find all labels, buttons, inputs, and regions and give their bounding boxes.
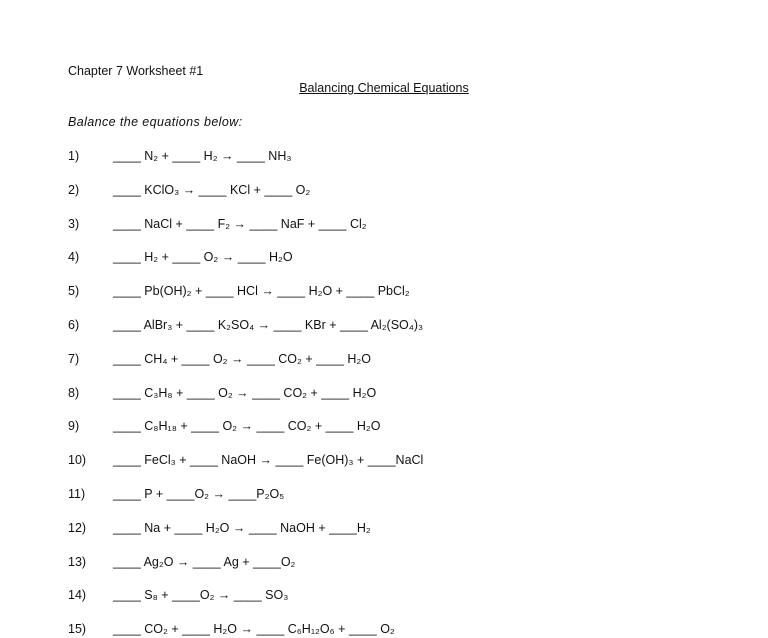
worksheet-title: Chapter 7 Worksheet #1 bbox=[68, 64, 204, 78]
worksheet-heading: Balancing Chemical Equations bbox=[299, 81, 469, 95]
equation-text: ____ CH₄ + ____ O₂ → ____ CO₂ + ____ H₂O bbox=[113, 351, 371, 366]
equation-text: ____ C₈H₁₈ + ____ O₂ → ____ CO₂ + ____ H₂O bbox=[113, 419, 381, 434]
equation-number: 1) bbox=[68, 149, 80, 163]
equation-number: 9) bbox=[68, 419, 80, 434]
equation-text: ____ C₃H₈ + ____ O₂ → ____ CO₂ + ____ H₂O bbox=[113, 385, 377, 400]
equation-text: ____ Pb(OH)₂ + ____ HCl → ____ H₂O + ____ PbCl₂ bbox=[113, 284, 410, 299]
equation-number: 4) bbox=[68, 250, 80, 265]
equation-number: 7) bbox=[68, 351, 80, 366]
equation-number: 14) bbox=[68, 588, 87, 603]
equation-number: 10) bbox=[68, 453, 87, 468]
equation-text: ____ H₂ + ____ O₂ → ____ H₂O bbox=[113, 250, 293, 265]
equation-text: ____ Na + ____ H₂O → ____ NaOH + ____H₂ bbox=[113, 520, 371, 535]
equation-number: 11) bbox=[68, 487, 86, 501]
equation-number: 15) bbox=[68, 622, 87, 637]
equation-number: 6) bbox=[68, 318, 80, 332]
equation-text: ____ S₈ + ____O₂ → ____ SO₃ bbox=[113, 588, 289, 603]
equation-text: ____ NaCl + ____ F₂ → ____ NaF + ____ Cl₂ bbox=[113, 216, 367, 231]
equation-text: ____ AlBr₃ + ____ K₂SO₄ → ____ KBr + ____ Al₂(SO₄)₃ bbox=[113, 318, 424, 332]
equation-text: ____ P + ____O₂ → ____P₂O₅ bbox=[113, 487, 285, 501]
equation-text: ____ N₂ + ____ H₂ → ____ NH₃ bbox=[113, 149, 292, 163]
equation-number: 12) bbox=[68, 520, 87, 535]
equation-number: 2) bbox=[68, 182, 80, 197]
equation-number: 3) bbox=[68, 216, 80, 231]
equation-text: ____ KClO₃ → ____ KCl + ____ O₂ bbox=[113, 182, 311, 197]
equation-number: 13) bbox=[68, 554, 87, 569]
equation-text: ____ CO₂ + ____ H₂O → ____ C₆H₁₂O₆ + ____ O₂ bbox=[113, 622, 395, 637]
equation-number: 5) bbox=[68, 284, 80, 299]
equation-number: 8) bbox=[68, 385, 80, 400]
equation-text: ____ FeCl₃ + ____ NaOH → ____ Fe(OH)₃ + ____NaCl bbox=[113, 453, 424, 468]
instructions: Balance the equations below: bbox=[68, 115, 243, 129]
equation-text: ____ Ag₂O → ____ Ag + ____O₂ bbox=[113, 554, 296, 569]
